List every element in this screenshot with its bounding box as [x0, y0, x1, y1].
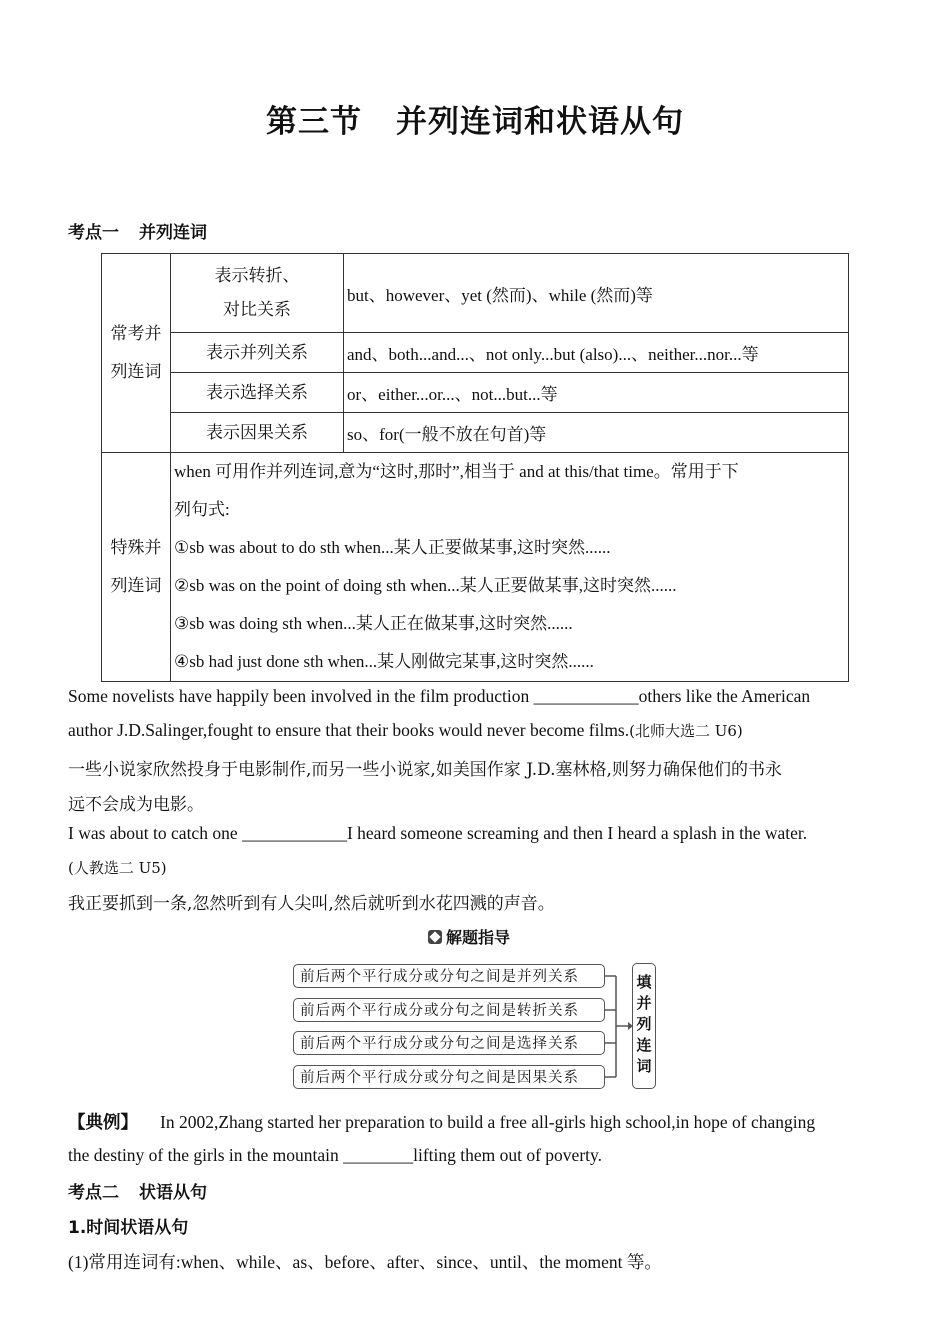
subcategory: 表示并列关系	[171, 333, 344, 373]
page-title: 第三节 并列连词和状语从句	[266, 104, 684, 140]
result-box: 填 并 列 连 词	[632, 963, 656, 1089]
description: but、however、yet (然而)、while (然而)等	[344, 254, 849, 333]
example1-translation: 一些小说家欣然投身于电影制作,而另一些小说家,如美国作家 J.D.塞林格,则努力确保他们的书永	[68, 760, 782, 780]
special-line: 列句式:	[174, 500, 230, 519]
table-row	[102, 413, 849, 453]
description: and、both...and...、not only...but (also)...、neither...nor...等	[344, 333, 849, 373]
source-ref: (北师大选二 U6)	[629, 722, 743, 740]
example2-translation: 我正要抓到一条,忽然听到有人尖叫,然后就听到水花四溅的声音。	[68, 894, 555, 914]
special-line: ②sb was on the point of doing sth when...某人正要做某事,这时突然......	[174, 576, 677, 595]
table-row	[102, 453, 849, 682]
diamond-icon	[428, 930, 442, 944]
source-ref: (人教选二 U5)	[68, 859, 167, 877]
table-row	[102, 333, 849, 373]
dianli-sentence: 【典例】 In 2002,Zhang started her preparation to build a free all-girls high school,in hope of changing	[68, 1112, 816, 1133]
example1-sentence-cont: author J.D.Salinger,fought to ensure that their books would never become films.(北师大选二 U6)	[68, 720, 743, 740]
dianli-label: 【典例】	[68, 1113, 138, 1133]
guide-box: 前后两个平行成分或分句之间是因果关系	[293, 1065, 605, 1089]
section-heading-1: 考点一 并列连词	[68, 223, 207, 243]
table-row	[102, 373, 849, 413]
category-common: 常考并 列连词	[102, 254, 171, 453]
conjunction-table	[101, 253, 849, 682]
subcategory: 表示转折、 对比关系	[171, 254, 344, 333]
guide-box: 前后两个平行成分或分句之间是选择关系	[293, 1031, 605, 1055]
special-description	[171, 453, 849, 682]
subcategory: 表示选择关系	[171, 373, 344, 413]
table-row	[102, 254, 849, 333]
point-text: (1)常用连词有:when、while、as、before、after、since、until、the moment 等。	[68, 1252, 662, 1272]
special-line: ④sb had just done sth when...某人刚做完某事,这时突然......	[174, 652, 594, 671]
example1-translation-cont: 远不会成为电影。	[68, 795, 204, 815]
subcategory: 表示因果关系	[171, 413, 344, 453]
special-line: when 可用作并列连词,意为“这时,那时”,相当于 and at this/that time。常用于下	[174, 462, 739, 481]
description: or、either...or...、not...but...等	[344, 373, 849, 413]
guide-box: 前后两个平行成分或分句之间是转折关系	[293, 998, 605, 1022]
special-line: ①sb was about to do sth when...某人正要做某事,这时突然......	[174, 538, 611, 557]
subheading-time-clause: 1.时间状语从句	[68, 1218, 189, 1238]
description: so、for(一般不放在句首)等	[344, 413, 849, 453]
guide-title: 解题指导	[428, 925, 510, 948]
bracket-arrow-icon	[604, 970, 634, 1082]
dianli-sentence-cont: the destiny of the girls in the mountain ________lifting them out of poverty.	[68, 1145, 602, 1165]
example2-sentence: I was about to catch one ____________I heard someone screaming and then I heard a splash in the water.	[68, 823, 808, 843]
example1-sentence: Some novelists have happily been involved in the film production ____________others like the American	[68, 686, 811, 706]
guide-box: 前后两个平行成分或分句之间是并列关系	[293, 964, 605, 988]
category-special: 特殊并 列连词	[102, 453, 171, 682]
special-line: ③sb was doing sth when...某人正在做某事,这时突然......	[174, 614, 573, 633]
section-heading-2: 考点二 状语从句	[68, 1183, 207, 1203]
